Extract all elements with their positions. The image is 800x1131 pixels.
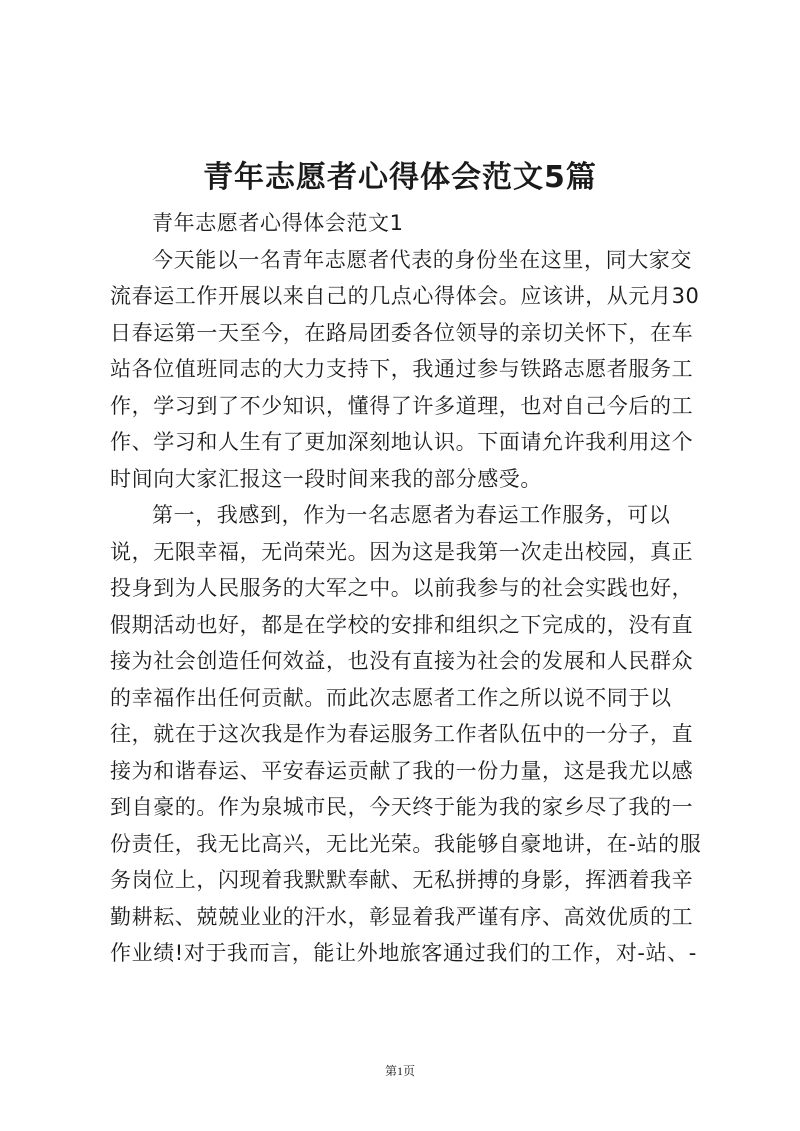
paragraph-line: 站各位值班同志的大力支持下，我通过参与铁路志愿者服务工: [110, 357, 694, 381]
paragraph-line: 说，无限幸福，无尚荣光。因为这是我第一次走出校园，真正: [110, 539, 694, 564]
paragraph-line: 勤耕耘、兢兢业业的汗水，彰显着我严谨有序、高效优质的工: [110, 904, 694, 929]
paragraph-line: 作，学习到了不少知识，懂得了许多道理，也对自己今后的工: [110, 393, 694, 418]
paragraph-line: 假期活动也好，都是在学校的安排和组织之下完成的，没有直: [110, 612, 694, 637]
document-body: [110, 205, 700, 972]
paragraph-line: 份责任，我无比高兴，无比光荣。我能够自豪地讲，在-站的服: [110, 831, 702, 856]
paragraph-line: 往，就在于这次我是作为春运服务工作者队伍中的一分子，直: [110, 722, 694, 746]
paragraph-line: 第一，我感到，作为一名志愿者为春运工作服务，可以: [152, 503, 671, 527]
paragraph-line: 作、学习和人生有了更加深刻地认识。下面请允许我利用这个: [110, 430, 694, 454]
paragraph-line: 作业绩!对于我而言，能让外地旅客通过我们的工作，对-站、-: [110, 941, 697, 965]
paragraph-line: 的幸福作出任何贡献。而此次志愿者工作之所以说不同于以: [110, 685, 672, 710]
section-heading: 青年志愿者心得体会范文1: [152, 211, 404, 235]
paragraph-line: 务岗位上，闪现着我默默奉献、无私拼搏的身影，挥洒着我辛: [110, 868, 694, 892]
paragraph-line: 时间向大家汇报这一段时间来我的部分感受。: [110, 466, 542, 491]
paragraph-line: 到自豪的。作为泉城市民，今天终于能为我的家乡尽了我的一: [110, 795, 694, 819]
document-title: 青年志愿者心得体会范文5篇: [203, 160, 597, 195]
paragraph-line: 今天能以一名青年志愿者代表的身份坐在这里，同大家交: [152, 247, 692, 272]
paragraph-line: 流春运工作开展以来自己的几点心得体会。应该讲，从元月30: [110, 284, 700, 308]
paragraph-line: 投身到为人民服务的大军之中。以前我参与的社会实践也好，: [110, 576, 694, 600]
paragraph-line: 接为社会创造任何效益，也没有直接为社会的发展和人民群众: [110, 649, 694, 673]
page-number: 第1页: [384, 1064, 415, 1078]
paragraph-line: 接为和谐春运、平安春运贡献了我的一份力量，这是我尤以感: [110, 758, 694, 783]
paragraph-line: 日春运第一天至今，在路局团委各位领导的亲切关怀下，在车: [110, 320, 694, 345]
